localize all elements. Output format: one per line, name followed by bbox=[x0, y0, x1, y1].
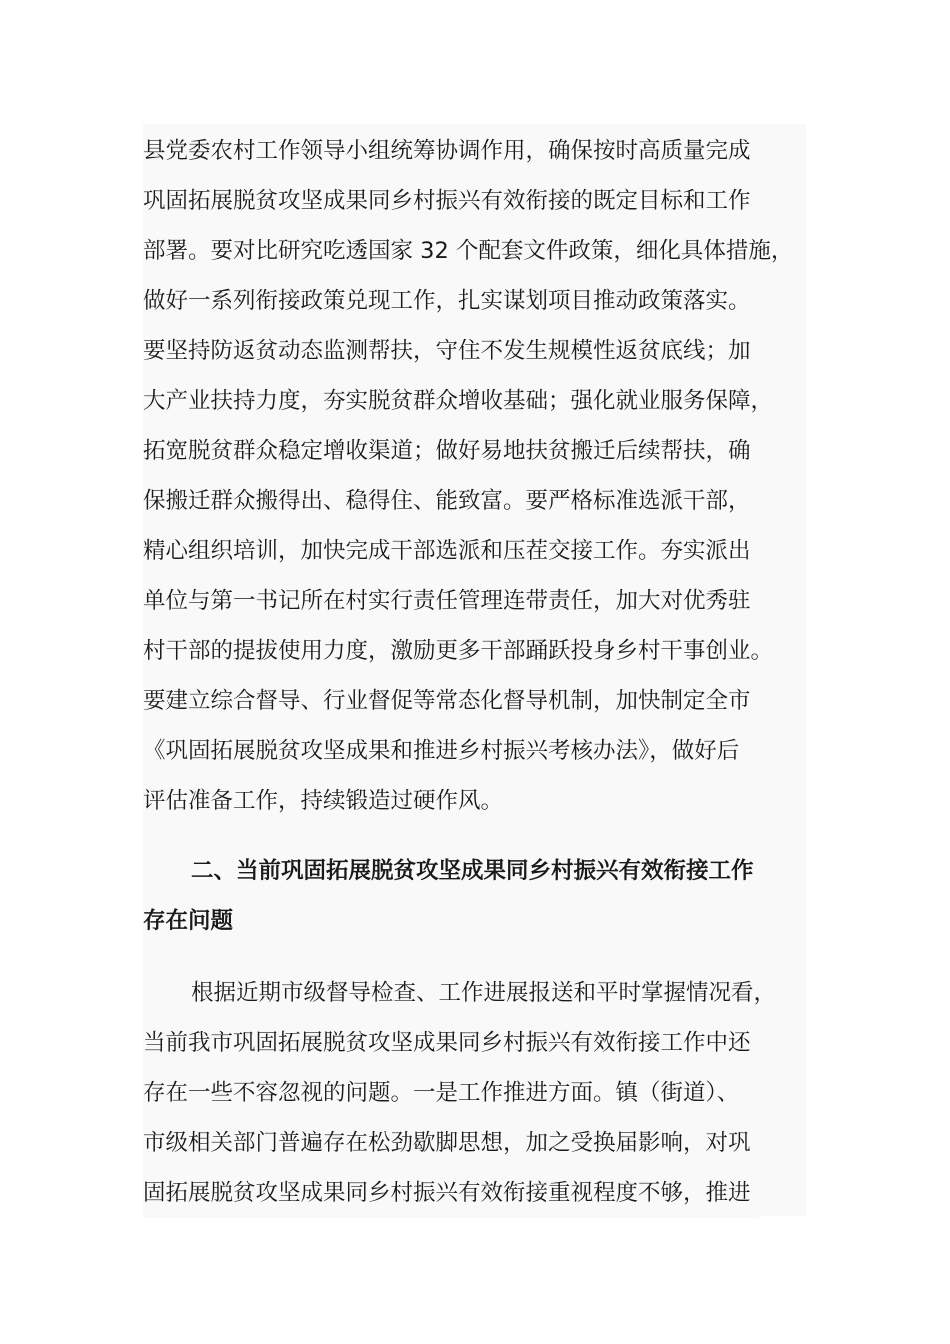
text-line: 《巩固拓展脱贫攻坚成果和推进乡村振兴考核办法》，做好后 bbox=[143, 726, 747, 776]
text-line: 巩固拓展脱贫攻坚成果同乡村振兴有效衔接的既定目标和工作 bbox=[143, 176, 759, 226]
text-line: 保搬迁群众搬得出、稳得住、能致富。要严格标准选派干部， bbox=[143, 476, 759, 526]
text-line: 精心组织培训，加快完成干部选派和压茬交接工作。夯实派出 bbox=[143, 526, 759, 576]
text-line: 市级相关部门普遍存在松劲歇脚思想，加之受换届影响，对巩 bbox=[143, 1118, 759, 1168]
text-line: 做好一系列衔接政策兑现工作，扎实谋划项目推动政策落实。 bbox=[143, 276, 759, 326]
heading-line: 存在问题 bbox=[143, 896, 241, 946]
text-line: 根据近期市级督导检查、工作进展报送和平时掌握情况看， bbox=[191, 968, 784, 1018]
text-line: 县党委农村工作领导小组统筹协调作用，确保按时高质量完成 bbox=[143, 126, 759, 176]
text-line: 村干部的提拔使用力度，激励更多干部踊跃投身乡村干事创业。 bbox=[143, 626, 781, 676]
text-line: 存在一些不容忽视的问题。一是工作推进方面。镇（街道）、 bbox=[143, 1068, 747, 1118]
text-line: 固拓展脱贫攻坚成果同乡村振兴有效衔接重视程度不够，推进 bbox=[143, 1168, 759, 1218]
text-line: 部署。要对比研究吃透国家 32 个配套文件政策，细化具体措施， bbox=[143, 226, 801, 276]
text-line: 大产业扶持力度，夯实脱贫群众增收基础；强化就业服务保障， bbox=[143, 376, 781, 426]
text-line: 单位与第一书记所在村实行责任管理连带责任，加大对优秀驻 bbox=[143, 576, 759, 626]
text-line: 当前我市巩固拓展脱贫攻坚成果同乡村振兴有效衔接工作中还 bbox=[143, 1018, 759, 1068]
text-line: 要建立综合督导、行业督促等常态化督导机制，加快制定全市 bbox=[143, 676, 759, 726]
text-line: 要坚持防返贫动态监测帮扶，守住不发生规模性返贫底线；加 bbox=[143, 326, 759, 376]
heading-line: 二、当前巩固拓展脱贫攻坚成果同乡村振兴有效衔接工作 bbox=[191, 846, 762, 896]
document-body bbox=[143, 124, 806, 1216]
text-line: 拓宽脱贫群众稳定增收渠道；做好易地扶贫搬迁后续帮扶，确 bbox=[143, 426, 759, 476]
text-line: 评估准备工作，持续锻造过硬作风。 bbox=[143, 776, 511, 826]
